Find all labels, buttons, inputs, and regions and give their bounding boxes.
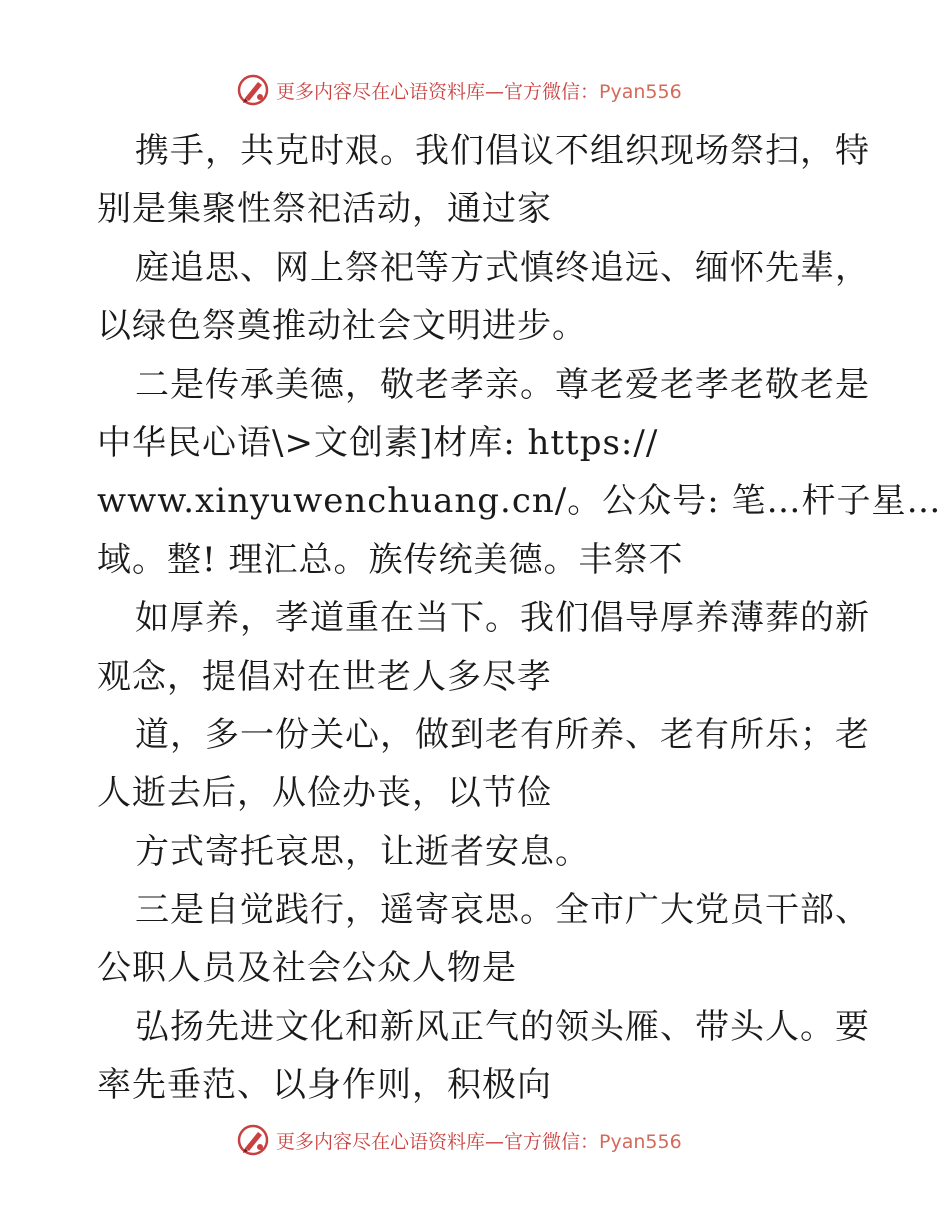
text-line: 弘扬先进文化和新风正气的领头雁、带头人。要 xyxy=(135,1006,870,1047)
text-line: 庭追思、网上祭祀等方式慎终追远、缅怀先辈， xyxy=(135,247,870,288)
text-line: 中华民心语\>文创素]材库: https:// xyxy=(97,422,659,463)
document-body xyxy=(97,122,942,1115)
text-line: 观念，提倡对在世老人多尽孝 xyxy=(97,656,552,697)
text-line: 域。整! 理汇总。族传统美德。丰祭不 xyxy=(97,539,684,580)
text-line: 道，多一份关心，做到老有所养、老有所乐；老 xyxy=(135,714,870,755)
header-banner xyxy=(236,72,716,108)
footer-banner xyxy=(236,1122,716,1158)
pen-logo-icon xyxy=(236,73,270,107)
text-line: 三是自觉践行，遥寄哀思。全市广大党员干部、 xyxy=(135,890,870,931)
text-line: 公职人员及社会公众人物是 xyxy=(97,948,517,989)
pen-logo-icon xyxy=(236,1123,270,1157)
text-line: www.xinyuwenchuang.cn/。公众号: 笔…杆子星… xyxy=(97,481,942,522)
header-banner-text: 更多内容尽在心语资料库—官方微信：Pyan556 xyxy=(276,80,682,103)
text-line: 率先垂范、以身作则，积极向 xyxy=(97,1065,552,1106)
header-wechat-id: Pyan556 xyxy=(599,80,682,103)
text-line: 二是传承美德，敬老孝亲。尊老爱老孝老敬老是 xyxy=(135,364,870,405)
text-line: 方式寄托哀思，让逝者安息。 xyxy=(135,831,590,872)
footer-wechat-id: Pyan556 xyxy=(599,1130,682,1153)
footer-banner-text: 更多内容尽在心语资料库—官方微信：Pyan556 xyxy=(276,1130,682,1153)
text-line: 人逝去后，从俭办丧，以节俭 xyxy=(97,773,552,814)
text-line: 携手，共克时艰。我们倡议不组织现场祭扫，特 xyxy=(135,131,870,171)
text-line: 别是集聚性祭祀活动，通过家 xyxy=(97,189,552,230)
text-line: 以绿色祭奠推动社会文明进步。 xyxy=(97,306,587,347)
text-line: 如厚养，孝道重在当下。我们倡导厚养薄葬的新 xyxy=(135,598,870,639)
